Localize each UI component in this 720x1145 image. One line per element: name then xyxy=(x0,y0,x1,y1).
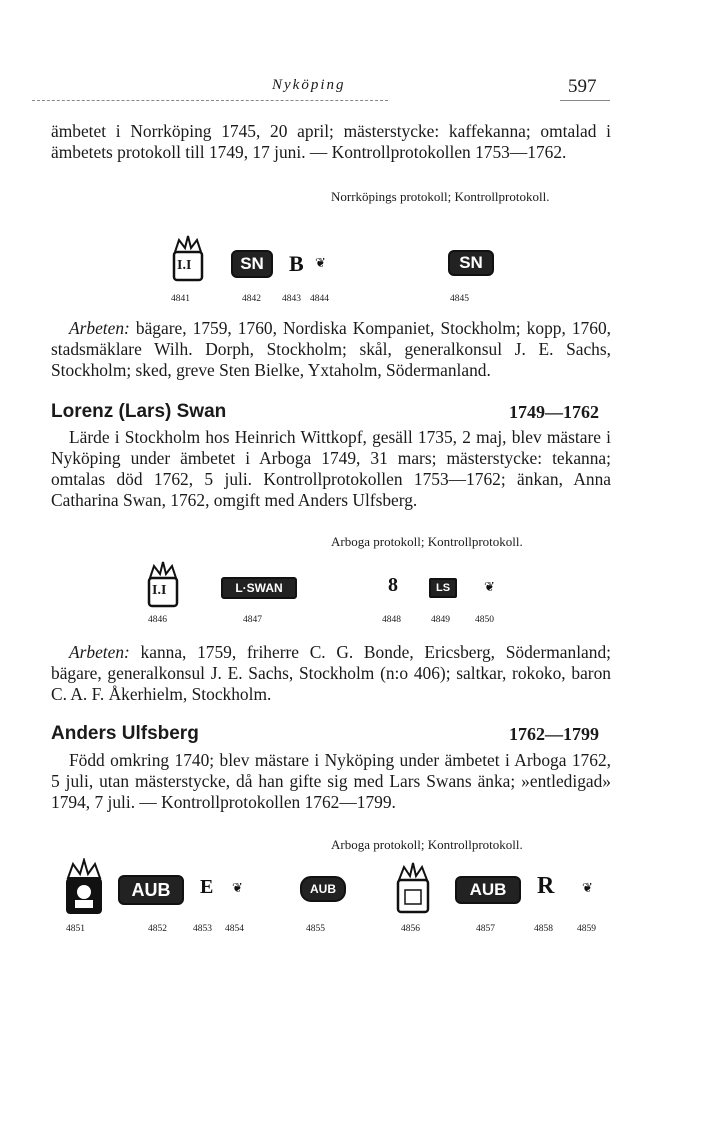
stamp-4849: LS xyxy=(429,578,457,598)
mark-number: 4841 xyxy=(171,294,190,304)
stamp-4847: L·SWAN xyxy=(221,577,297,599)
mark-number: 4847 xyxy=(243,615,262,625)
works-paragraph-2 xyxy=(51,642,611,705)
stamp-4855: AUB xyxy=(300,876,346,902)
mark-number: 4846 xyxy=(148,615,167,625)
stamp-4852: AUB xyxy=(118,875,184,905)
mark-number: 4843 xyxy=(282,294,301,304)
stamp-4845: SN xyxy=(448,250,494,276)
header-rule-right xyxy=(560,100,610,101)
running-title: Nyköping xyxy=(272,77,346,93)
mark-number: 4850 xyxy=(475,615,494,625)
ornament-mark-4844: ❦ xyxy=(315,255,326,270)
stamp-4841-text: I.I xyxy=(177,258,192,273)
entry-years-ulfsberg: 1762—1799 xyxy=(509,724,599,744)
page-number: 597 xyxy=(568,76,597,97)
crown-shield-mark xyxy=(63,858,105,918)
entry-text-swan: Lärde i Stockholm hos Heinrich Wittkopf, gesäll 1735, 2 maj, blev mästare i Nyköping under ämbetet i Arboga 1749, 31 mars; mästerstycke: tekanna; omtalas död 1762, 5 juli. Kontrollprotokollen 1753—1762; änkan, Anna Catharina Swan, 1762, omgift med Anders Ulfsberg. xyxy=(51,427,611,510)
mark-number: 4859 xyxy=(577,924,596,934)
entry-source-swan: Arboga protokoll; Kontrollprotokoll. xyxy=(331,534,523,549)
mark-number: 4857 xyxy=(476,924,495,934)
works-label: Arbeten: xyxy=(69,318,130,338)
mark-number: 4852 xyxy=(148,924,167,934)
intro-source: Norrköpings protokoll; Kontrollprotokoll. xyxy=(331,189,550,204)
mark-number: 4848 xyxy=(382,615,401,625)
mark-number: 4856 xyxy=(401,924,420,934)
letter-mark-4848: 8 xyxy=(388,574,398,596)
intro-paragraph: ämbetet i Norrköping 1745, 20 april; mästerstycke: kaffekanna; omtalad i ämbetets protokoll till 1749, 17 juni. — Kontrollprotokollen 1753—1762. xyxy=(51,121,611,162)
ornament-mark-4854: ❦ xyxy=(232,880,243,895)
entry-source-ulfsberg: Arboga protokoll; Kontrollprotokoll. xyxy=(331,837,523,852)
works-paragraph-1 xyxy=(51,318,611,381)
entry-text-ulfsberg: Född omkring 1740; blev mästare i Nyköping under ämbetet i Arboga 1762, 5 juli, utan mästerstycke, då han gifte sig med Lars Swans änka; »entledigad» 1794, 7 juli. — Kontrollprotokollen 1762—1799. xyxy=(51,750,611,812)
letter-mark-4853: E xyxy=(200,876,214,898)
mark-number: 4853 xyxy=(193,924,212,934)
mark-number: 4858 xyxy=(534,924,553,934)
works-text: kanna, 1759, friherre C. G. Bonde, Ericsberg, Södermanland; bägare, generalkonsul J. E. Sachs, Stockholm (n:o 406); saltkar, rokoko, baron C. A. F. Åkerhielm, Stockholm. xyxy=(51,642,611,704)
header-rule xyxy=(32,100,388,101)
mark-number: 4855 xyxy=(306,924,325,934)
stamp-4842: SN xyxy=(231,250,273,278)
mark-number: 4851 xyxy=(66,924,85,934)
works-text: bägare, 1759, 1760, Nordiska Kompaniet, Stockholm; kopp, 1760, stadsmäklare Wilh. Dorph, Stockholm; skål, generalkonsul J. E. Sachs, Stockholm; sked, greve Sten Bielke, Yxtaholm, Södermanland. xyxy=(51,318,611,380)
stamp-4846-text: I.I xyxy=(152,583,167,598)
mark-number: 4842 xyxy=(242,294,261,304)
crown-shield-mark-4856 xyxy=(395,860,431,918)
letter-mark-4858: R xyxy=(537,873,555,899)
entry-years-swan: 1749—1762 xyxy=(509,402,599,422)
ornament-mark-4850: ❦ xyxy=(484,579,495,594)
ornament-mark-4859: ❦ xyxy=(582,880,593,895)
works-label: Arbeten: xyxy=(69,642,130,662)
stamp-4857: AUB xyxy=(455,876,521,904)
entry-name-ulfsberg: Anders Ulfsberg xyxy=(51,723,199,744)
mark-number: 4845 xyxy=(450,294,469,304)
mark-number: 4849 xyxy=(431,615,450,625)
letter-mark-4843: B xyxy=(289,251,304,276)
mark-number: 4844 xyxy=(310,294,329,304)
mark-number: 4854 xyxy=(225,924,244,934)
entry-name-swan: Lorenz (Lars) Swan xyxy=(51,401,227,422)
